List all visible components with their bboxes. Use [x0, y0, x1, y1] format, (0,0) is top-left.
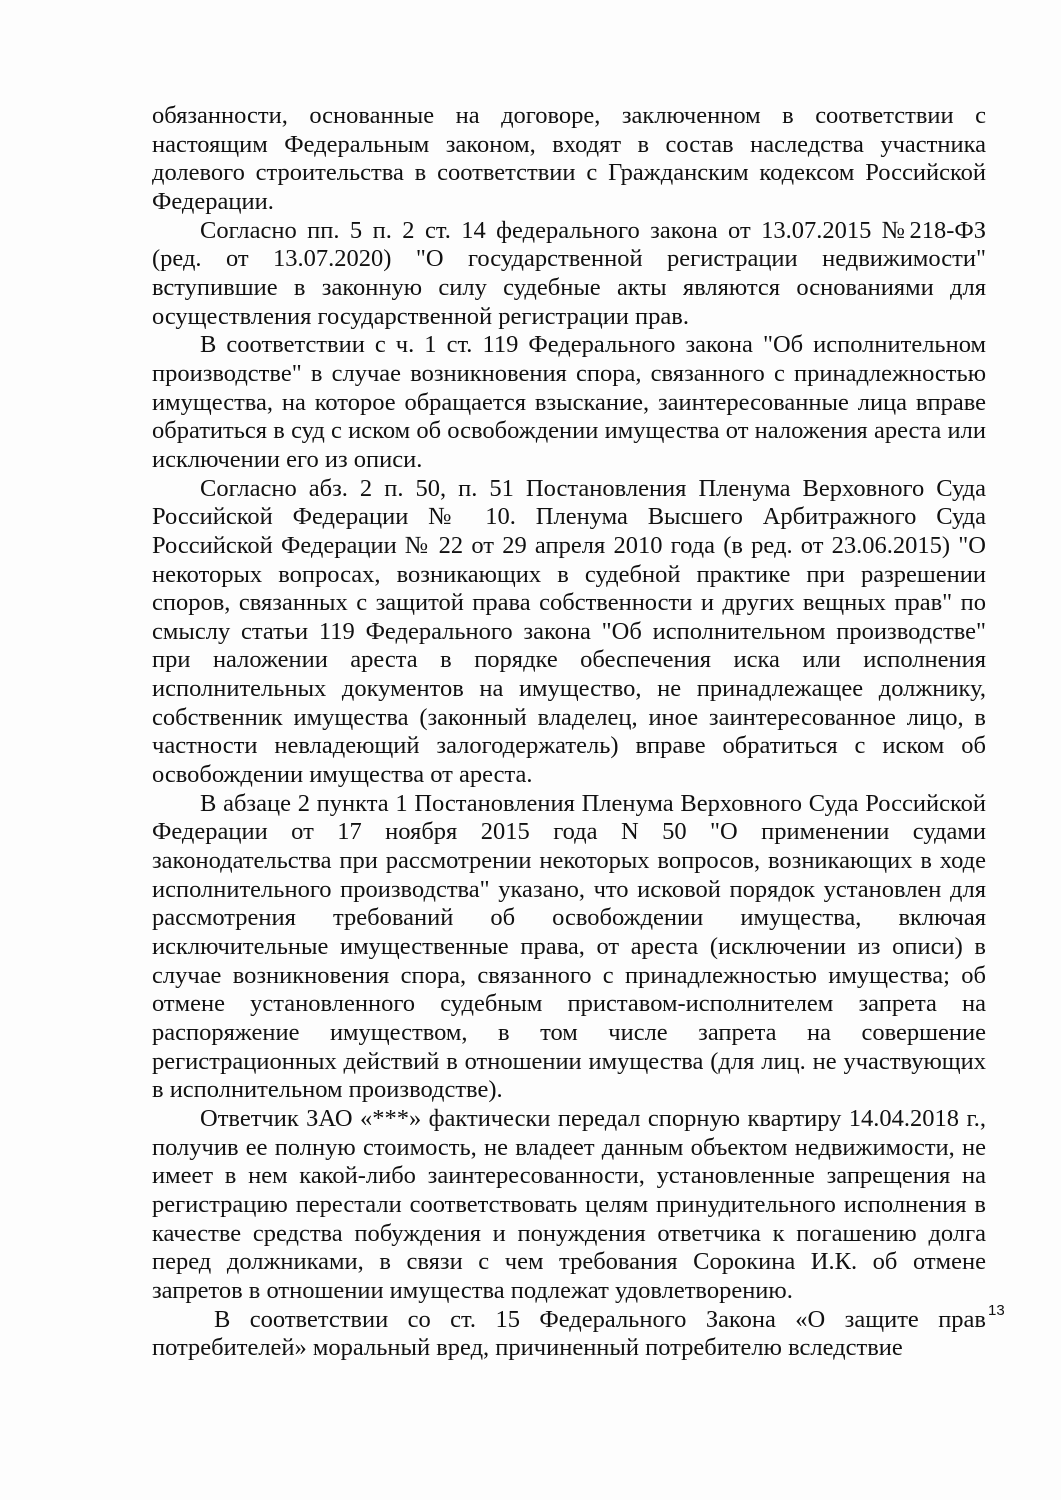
- paragraph-plenum-resolution-10: Согласно абз. 2 п. 50, п. 51 Постановления Пленума Верховного Суда Российской Федерации № 10. Пленума Высшего Арбитражного Суда Российской Федерации № 22 от 29 апреля 2010 года (в ред. от 23.06.2015) "О некоторых вопросах, возникающих в судебной практике при разрешении споров, связанных с защитой права собственности и других вещных прав" по смыслу статьи 119 Федерального закона "Об исполнительном производстве" при наложении ареста в порядке обеспечения иска или исполнения исполнительных документов на имущество, не принадлежащее должнику, собственник имущества (законный владелец, иное заинтересованное лицо, в частности невладеющий залогодержатель) вправе обратиться с иском об освобождении имущества от ареста.: [152, 474, 986, 789]
- page-number: 13: [988, 1302, 1005, 1319]
- paragraph-enforcement-law: В соответствии с ч. 1 ст. 119 Федерального закона "Об исполнительном производстве" в случае возникновения спора, связанного с принадлежностью имущества, на которое обращается взыскание, заинтересованные лица вправе обратиться в суд с иском об освобождении имущества от наложения ареста или исключении его из описи.: [152, 331, 986, 473]
- paragraph-registration-law: Согласно пп. 5 п. 2 ст. 14 федерального закона от 13.07.2015 №218-ФЗ (ред. от 13.07.2020) "О государственной регистрации недвижимости" вступившие в законную силу судебные акты являются основаниями для осуществления государственной регистрации прав.: [152, 216, 986, 330]
- paragraph-consumer-rights: В соответствии со ст. 15 Федерального Закона «О защите прав потребителей» моральный вред, причиненный потребителю вследствие: [152, 1305, 986, 1362]
- paragraph-inheritance: обязанности, основанные на договоре, заключенном в соответствии с настоящим Федеральным законом, входят в состав наследства участника долевого строительства в соответствии с Гражданским кодексом Российской Федерации.: [152, 102, 986, 215]
- document-body: [152, 102, 986, 1363]
- paragraph-plenum-resolution-50: В абзаце 2 пункта 1 Постановления Пленума Верховного Суда Российской Федерации от 17 ноября 2015 года N 50 "О применении судами законодательства при рассмотрении некоторых вопросов, возникающих в ходе исполнительного производства" указано, что исковой порядок установлен для рассмотрения требований об освобождении имущества, включая исключительные имущественные права, от ареста (исключении из описи) в случае возникновения спора, связанного с принадлежностью имущества; об отмене установленного судебным приставом-исполнителем запрета на распоряжение имуществом, в том числе запрета на совершение регистрационных действий в отношении имущества (для лиц. не участвующих в исполнительном производстве).: [152, 789, 986, 1104]
- paragraph-defendant: Ответчик ЗАО «***» фактически передал спорную квартиру 14.04.2018 г., получив ее полную стоимость, не владеет данным объектом недвижимости, не имеет в нем какой-либо заинтересованности, установленные запрещения на регистрацию перестали соответствовать целям принудительного исполнения в качестве средства побуждения и понуждения ответчика к погашению долга перед должниками, в связи с чем требования Сорокина И.К. об отмене запретов в отношении имущества подлежат удовлетворению.: [152, 1104, 986, 1304]
